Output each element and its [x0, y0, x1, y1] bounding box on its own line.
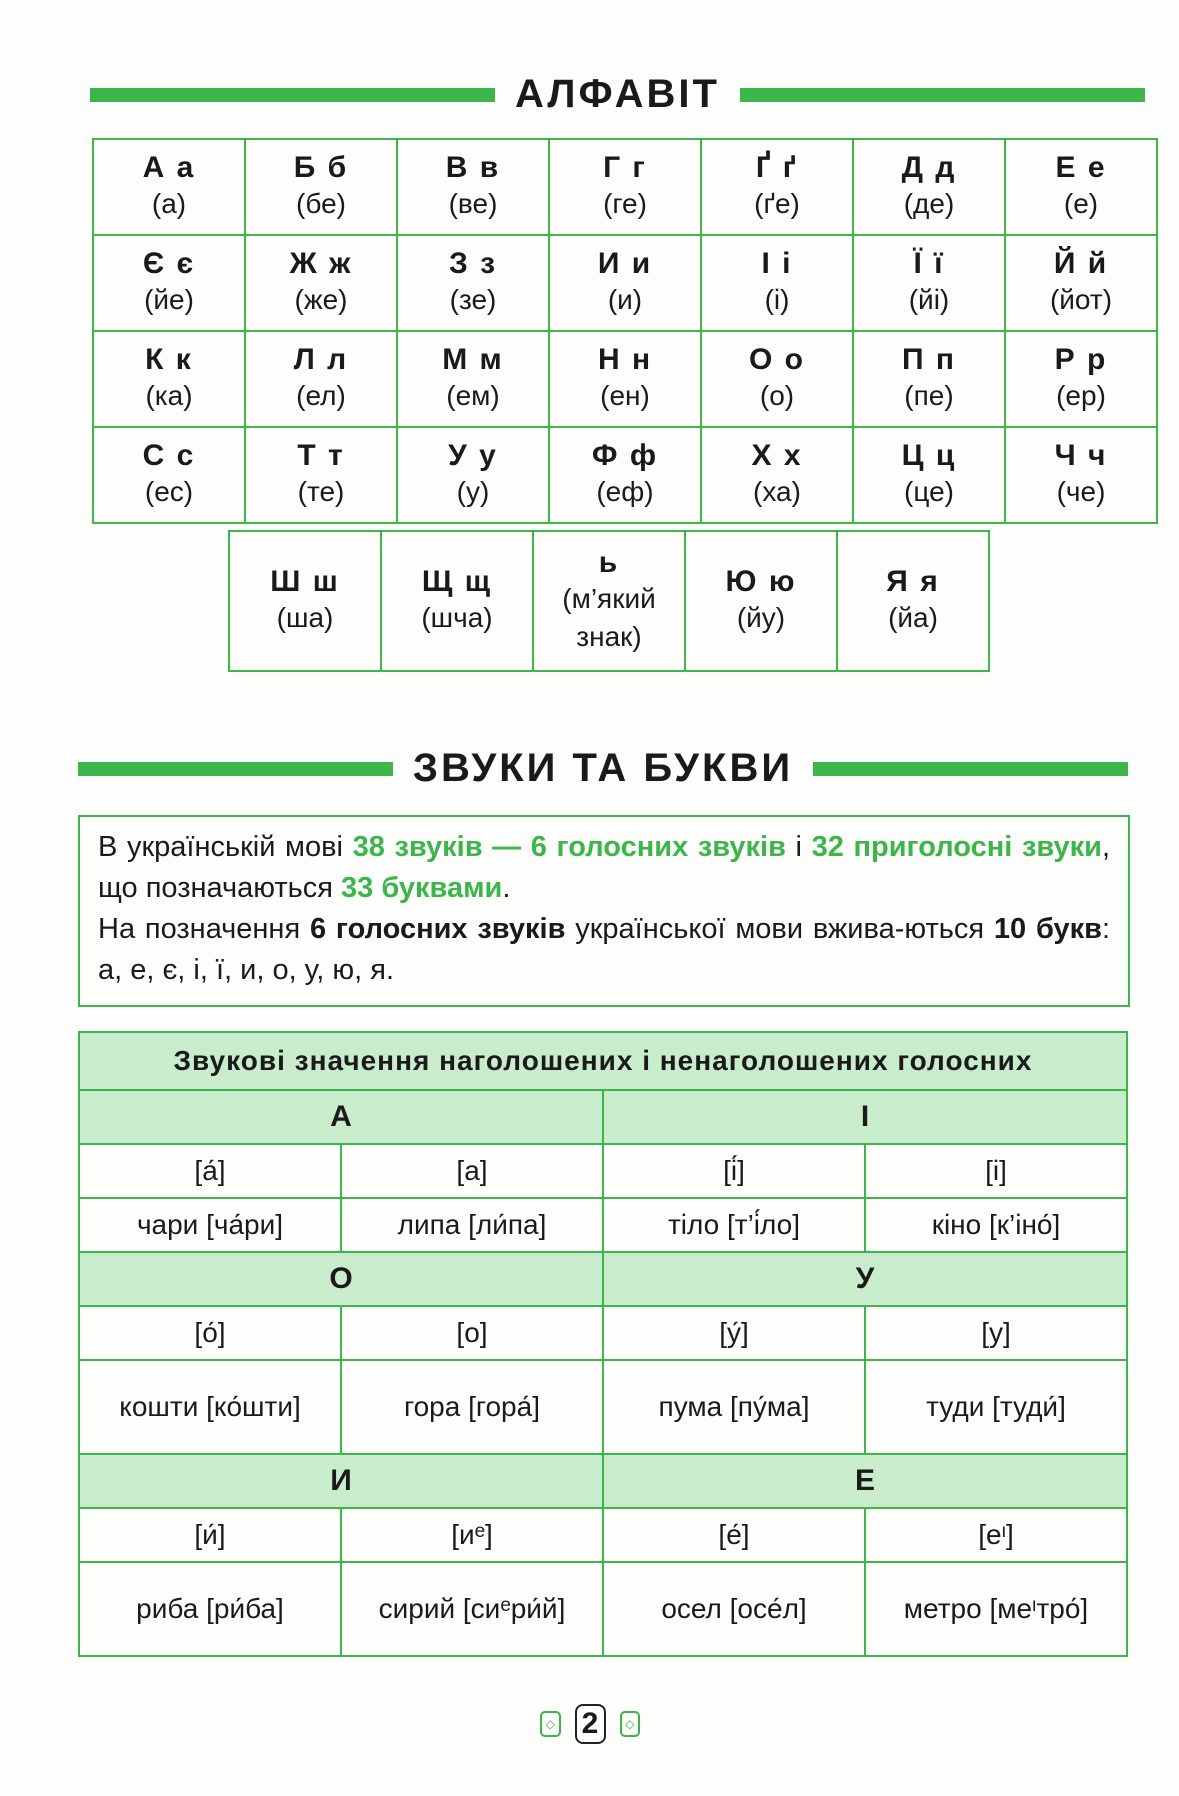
alphabet-letter-name: (йе): [144, 284, 194, 315]
vowel-sound-row: [79, 1144, 1127, 1198]
alphabet-letter: Ґ ґ: [755, 151, 799, 184]
alphabet-letter-name: (пе): [904, 380, 954, 411]
alphabet-letter-name: (ес): [144, 476, 194, 507]
alphabet-cell: [93, 235, 245, 331]
info-text: На позначення: [98, 913, 310, 945]
alphabet-letter: Б б: [293, 151, 349, 184]
alphabet-cell: [397, 427, 549, 523]
alphabet-letter-name: (те): [297, 476, 345, 507]
info-highlight: 32 приголосні звуки: [811, 831, 1102, 863]
alphabet-letter: Л л: [293, 343, 349, 376]
alphabet-letter: Й й: [1053, 247, 1109, 280]
vowel-example: липа [ли́па]: [341, 1198, 603, 1252]
alphabet-cell: [1005, 235, 1157, 331]
alphabet-letter-name: (ге): [603, 188, 647, 219]
alphabet-cell: [549, 427, 701, 523]
alphabet-letter: Р р: [1054, 343, 1108, 376]
alphabet-letter: К к: [145, 343, 193, 376]
info-text: і: [785, 831, 812, 863]
vowel-sound: [а]: [341, 1144, 603, 1198]
vowel-example: риба [ри́ба]: [79, 1562, 341, 1656]
vowel-sound: [и́]: [79, 1508, 341, 1562]
vowel-sound: [иᵉ]: [341, 1508, 603, 1562]
alphabet-letter: Д д: [901, 151, 957, 184]
alphabet-row: [93, 235, 1157, 331]
alphabet-letter: Ц ц: [901, 439, 957, 472]
alphabet-cell: [853, 139, 1005, 235]
alphabet-letter: І і: [761, 247, 793, 280]
vowel-example: кошти [ко́шти]: [79, 1360, 341, 1454]
vowel-sound: [о́]: [79, 1306, 341, 1360]
vowel-example-row: [79, 1360, 1127, 1454]
alphabet-letter: А а: [142, 151, 196, 184]
vowel-example: чари [ча́ри]: [79, 1198, 341, 1252]
sounds-title: ЗВУКИ ТА БУКВИ: [412, 746, 794, 790]
alphabet-letter: С с: [142, 439, 196, 472]
vowel-sounds-table: [78, 1031, 1128, 1657]
alphabet-letter: Щ щ: [421, 565, 493, 598]
alphabet-letter: Є є: [142, 247, 196, 280]
alphabet-letter-name: (йот): [1049, 284, 1113, 315]
vowel-table-header: Звукові значення наголошених і ненаголошених голосних: [79, 1032, 1127, 1090]
alphabet-row: [93, 331, 1157, 427]
vowel-example: гора [гора́]: [341, 1360, 603, 1454]
alphabet-letter: П п: [901, 343, 957, 376]
alphabet-table: [92, 138, 1158, 524]
alphabet-heading: [90, 72, 1145, 117]
alphabet-letter-name: (ел): [296, 380, 346, 411]
alphabet-cell: [397, 331, 549, 427]
vowel-sound-row: [79, 1508, 1127, 1562]
alphabet-letter: М м: [442, 343, 504, 376]
alphabet-letter-name: (м’який знак): [562, 583, 656, 652]
alphabet-title: АЛФАВІТ: [515, 72, 720, 116]
vowel-letter: А: [79, 1090, 603, 1144]
vowel-letter: У: [603, 1252, 1127, 1306]
vowel-example-row: [79, 1198, 1127, 1252]
alphabet-letter-name: (че): [1056, 476, 1106, 507]
alphabet-row: [93, 139, 1157, 235]
alphabet-cell: [533, 531, 685, 671]
alphabet-letter-name: (бе): [296, 188, 346, 219]
vowel-sound: [е́]: [603, 1508, 865, 1562]
page-number-value: 2: [575, 1704, 606, 1744]
vowel-letter: І: [603, 1090, 1127, 1144]
alphabet-cell: [549, 235, 701, 331]
alphabet-letter: Ш ш: [270, 565, 340, 598]
alphabet-letter: И и: [597, 247, 653, 280]
alphabet-cell: [397, 235, 549, 331]
info-text: , що позначаються: [98, 831, 1110, 904]
alphabet-cell: [701, 331, 853, 427]
alphabet-cell: [549, 331, 701, 427]
info-highlight: 38 звуків — 6 голосних звуків: [352, 831, 786, 863]
alphabet-letter: У у: [448, 439, 498, 472]
vowel-group-row: [79, 1252, 1127, 1306]
vowel-sound-row: [79, 1306, 1127, 1360]
vowel-group-row: [79, 1090, 1127, 1144]
vowel-example: туди [туди́]: [865, 1360, 1127, 1454]
alphabet-table-last-row: [228, 530, 990, 672]
info-text: : а, е, є, і, ї, и, о, у, ю, я.: [98, 913, 1111, 986]
vowel-letter: Е: [603, 1454, 1127, 1508]
alphabet-letter: Ч ч: [1054, 439, 1108, 472]
alphabet-cell: [245, 427, 397, 523]
alphabet-letter: О о: [749, 343, 805, 376]
info-text: В українській мові: [98, 831, 353, 863]
alphabet-cell: [1005, 331, 1157, 427]
alphabet-letter-name: (йі): [908, 284, 950, 315]
alphabet-letter-name: (зе): [449, 284, 497, 315]
alphabet-letter-name: (йу): [736, 602, 786, 633]
vowel-sound: [у]: [865, 1306, 1127, 1360]
alphabet-letter-name: (ер): [1056, 380, 1106, 411]
alphabet-cell: [1005, 139, 1157, 235]
vowel-example: пума [пу́ма]: [603, 1360, 865, 1454]
alphabet-cell: [93, 331, 245, 427]
alphabet-letter: ь: [598, 546, 620, 579]
alphabet-cell: [93, 139, 245, 235]
alphabet-cell: [229, 531, 381, 671]
alphabet-cell: [1005, 427, 1157, 523]
heading-bar-left: [90, 88, 495, 102]
alphabet-cell: [397, 139, 549, 235]
vowel-sound: [у́]: [603, 1306, 865, 1360]
alphabet-cell: [245, 235, 397, 331]
alphabet-letter-name: (і): [764, 284, 790, 315]
alphabet-letter-name: (и): [607, 284, 643, 315]
diamond-icon: ◇: [620, 1711, 641, 1737]
alphabet-letter-name: (же): [294, 284, 348, 315]
alphabet-cell: [685, 531, 837, 671]
info-highlight: 33 буквами: [341, 872, 503, 904]
alphabet-letter-name: (ем): [446, 380, 500, 411]
alphabet-cell: [701, 139, 853, 235]
alphabet-cell: [93, 427, 245, 523]
vowel-sound: [і́]: [603, 1144, 865, 1198]
alphabet-letter-name: (а): [151, 188, 187, 219]
alphabet-letter: Х х: [751, 439, 803, 472]
alphabet-letter-name: (йа): [888, 602, 938, 633]
heading-bar-right: [813, 762, 1128, 776]
alphabet-letter: Т т: [297, 439, 345, 472]
sounds-info-box: [78, 815, 1130, 1007]
vowel-group-row: [79, 1454, 1127, 1508]
page-number: [540, 1704, 640, 1744]
alphabet-letter: В в: [445, 151, 501, 184]
vowel-example: осел [осе́л]: [603, 1562, 865, 1656]
info-paragraph-1: [98, 827, 1110, 909]
heading-bar-right: [740, 88, 1145, 102]
alphabet-letter-name: (еф): [596, 476, 654, 507]
alphabet-letter-name: (шча): [421, 602, 493, 633]
alphabet-cell: [837, 531, 989, 671]
alphabet-cell: [853, 235, 1005, 331]
alphabet-cell: [549, 139, 701, 235]
alphabet-cell: [381, 531, 533, 671]
alphabet-letter-name: (е): [1063, 188, 1099, 219]
alphabet-cell: [245, 331, 397, 427]
diamond-icon: ◇: [540, 1711, 561, 1737]
alphabet-letter-name: (це): [904, 476, 954, 507]
vowel-example: кіно [к’іно́]: [865, 1198, 1127, 1252]
alphabet-letter-name: (у): [456, 476, 490, 507]
alphabet-letter: З з: [448, 247, 498, 280]
info-text: української мови вжива-ються: [565, 913, 994, 945]
vowel-sound: [і]: [865, 1144, 1127, 1198]
alphabet-cell: [245, 139, 397, 235]
info-bold: 6 голосних звуків: [309, 913, 566, 945]
alphabet-letter-name: (де): [903, 188, 955, 219]
alphabet-letter: Ф ф: [591, 439, 659, 472]
alphabet-letter: Е е: [1055, 151, 1107, 184]
heading-bar-left: [78, 762, 393, 776]
alphabet-letter-name: (ха): [753, 476, 801, 507]
info-text: .: [502, 872, 511, 904]
alphabet-letter-name: (ґе): [754, 188, 800, 219]
alphabet-letter: Н н: [597, 343, 653, 376]
vowel-example: метро [меᶦтро́]: [865, 1562, 1127, 1656]
alphabet-cell: [853, 427, 1005, 523]
alphabet-letter: Я я: [886, 565, 940, 598]
alphabet-letter-name: (ве): [448, 188, 498, 219]
vowel-sound: [еᶦ]: [865, 1508, 1127, 1562]
alphabet-letter: Ж ж: [289, 247, 353, 280]
alphabet-letter-name: (ен): [600, 380, 650, 411]
alphabet-letter: Г г: [603, 151, 647, 184]
alphabet-cell: [701, 427, 853, 523]
vowel-example: сирий [сиᵉри́й]: [341, 1562, 603, 1656]
alphabet-letter-name: (ша): [276, 602, 334, 633]
info-bold: 10 букв: [993, 913, 1102, 945]
vowel-sound: [о]: [341, 1306, 603, 1360]
vowel-sound: [а́]: [79, 1144, 341, 1198]
alphabet-letter: Ю ю: [725, 565, 797, 598]
vowel-letter: И: [79, 1454, 603, 1508]
alphabet-letter-name: (о): [759, 380, 795, 411]
alphabet-row: [93, 427, 1157, 523]
info-paragraph-2: [98, 909, 1110, 991]
sounds-heading: [78, 746, 1128, 791]
vowel-example-row: [79, 1562, 1127, 1656]
alphabet-letter: Ї ї: [913, 247, 945, 280]
vowel-example: тіло [т’і́ло]: [603, 1198, 865, 1252]
alphabet-letter-name: (ка): [145, 380, 193, 411]
alphabet-cell: [853, 331, 1005, 427]
alphabet-cell: [701, 235, 853, 331]
vowel-letter: О: [79, 1252, 603, 1306]
